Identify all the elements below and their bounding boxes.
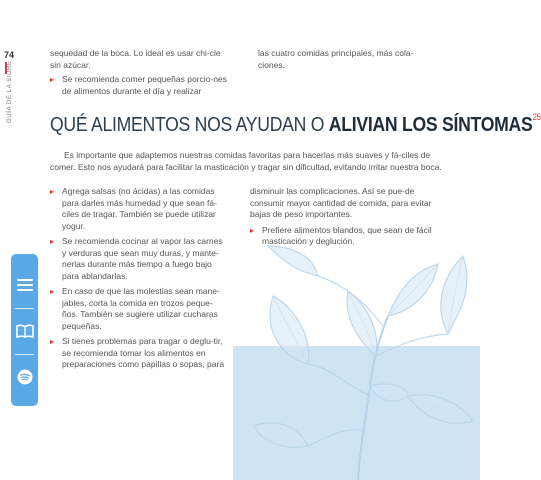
leaf [270, 296, 309, 364]
right-column [250, 186, 438, 252]
bullet-item: ▸ Se recomienda comer pequeñas porcio-nes de alimentos durante el día y realizar [50, 74, 228, 97]
continued-paragraph: las cuatro comidas principales, más cola-ciones. [258, 48, 414, 70]
bullet-item: ▸ Se recomienda cocinar al vapor las carnes y verduras que sean muy duras, y mante-nerlas durante más tiempo a fuego bajo para ablandarlas. [50, 236, 228, 282]
intro-paragraph: Es importante que adaptemos nuestras comidas favoritas para hacerlas más suaves y fá-ciles de comer. Esto nos ayudará para facilitar la masticación y tragar sin dificultad, evitando irritar nuestra boca. [50, 150, 442, 172]
leaf [347, 291, 377, 356]
continued-paragraph: disminuir las complicaciones. Así se pue-de consumir mayor cantidad de comida, para evitar bajas de peso importantes. [250, 186, 432, 219]
page-number: 74 [4, 50, 15, 60]
plant-illustration [248, 246, 480, 480]
bullet-item: ▸ Agrega salsas (no ácidas) a las comidas para darles más humedad y que sean fá-ciles de tragar. También se puede utilizar yogur. [50, 186, 228, 232]
continued-paragraph: sequedad de la boca. Lo ideal es usar chi-cle sin azúcar. [50, 48, 221, 70]
side-toolbar [11, 254, 38, 406]
bullet-item: ▸ Si tienes problemas para tragar o deglu-tir, se recomienda tomar los alimentos en preparaciones como papillas o sopas, para [50, 336, 228, 371]
top-left-column [50, 48, 228, 97]
bullet-item: ▸ En caso de que las molestias sean mane-jables, corta la comida en trozos peque-ños. También se sugiere utilizar cucharas pequeñas. [50, 286, 228, 332]
top-right-column [258, 48, 438, 71]
menu-icon[interactable] [14, 274, 35, 295]
leaf [441, 256, 467, 334]
spotify-icon[interactable] [14, 366, 35, 387]
left-column [50, 186, 228, 375]
section-heading [50, 112, 541, 137]
toolbar-divider [15, 308, 34, 309]
heading-bold: ALIVIAN LOS SÍNTOMAS [328, 114, 533, 136]
leaf [408, 395, 473, 423]
footnote-marker: 25 [532, 112, 541, 122]
leaf [268, 246, 318, 276]
leaf [370, 384, 408, 401]
leaf [253, 423, 308, 447]
running-head: GUÍA DE LA SIDRE [7, 60, 13, 123]
book-icon[interactable] [14, 320, 35, 341]
heading-light: QUÉ ALIMENTOS NOS AYUDAN O [50, 114, 329, 136]
toolbar-divider [15, 354, 34, 355]
bullet-item: ▸ Prefiere alimentos blandos, que sean de fácil masticación y deglución. [250, 225, 438, 248]
